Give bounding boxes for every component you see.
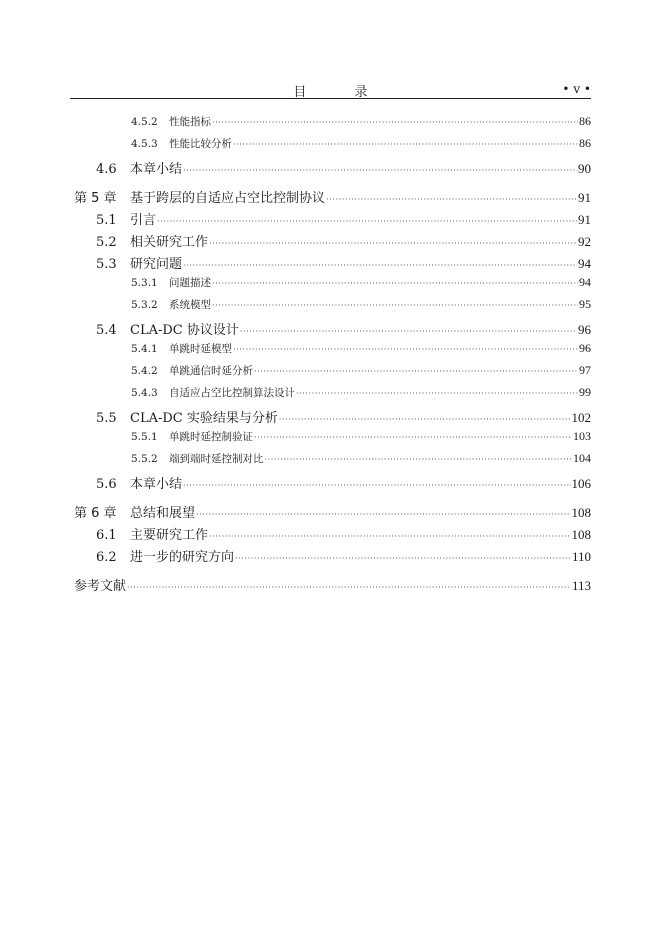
toc-entry-title: CLA-DC 实验结果与分析 <box>130 411 278 426</box>
toc-entry-page: 108 <box>571 527 591 542</box>
toc-entry-title: 单跳时延控制验证 <box>169 431 253 443</box>
toc-entry <box>96 253 591 273</box>
toc-entry-number: 5.2 <box>96 235 117 250</box>
toc-entry <box>131 297 591 317</box>
toc-entry-title: 基于跨层的自适应占空比控制协议 <box>130 191 326 206</box>
toc-entry-page: 102 <box>571 410 591 425</box>
dot-leader <box>127 583 571 592</box>
toc-entry-title: 引言 <box>130 213 157 228</box>
toc-entry-number: 5.3 <box>96 257 117 272</box>
dot-leader <box>209 239 577 248</box>
toc-entry <box>96 473 591 493</box>
dot-leader <box>326 195 577 204</box>
toc-entry-number: 5.5.2 <box>131 453 158 465</box>
toc-entry-title: 单跳时延模型 <box>169 343 232 355</box>
toc-entry <box>74 575 591 595</box>
toc-entry-title: 主要研究工作 <box>130 528 209 543</box>
toc-entry-page: 104 <box>573 451 591 465</box>
toc-entry-page: 90 <box>578 161 591 176</box>
toc-entry-page: 91 <box>578 190 591 205</box>
dot-leader <box>209 532 570 541</box>
toc-entry-page: 99 <box>579 385 591 399</box>
toc-entry-number: 4.6 <box>96 162 117 177</box>
dot-leader <box>183 481 570 490</box>
toc-entry-page: 92 <box>578 234 591 249</box>
toc-entry <box>131 429 591 449</box>
toc-entry <box>96 158 591 178</box>
toc-entry-number: 6.2 <box>96 550 117 565</box>
toc-entry-title: 性能指标 <box>169 116 211 128</box>
toc-entry-page: 106 <box>571 476 591 491</box>
toc-entry-page: 86 <box>579 136 591 150</box>
dot-leader <box>240 327 577 336</box>
toc-entry-number: 5.5.1 <box>131 431 158 443</box>
toc-entry-number: 4.5.2 <box>131 116 158 128</box>
toc-entry <box>96 231 591 251</box>
toc-entry-number: 5.4.1 <box>131 343 158 355</box>
toc-entry-page: 86 <box>579 114 591 128</box>
toc-entry-title: 进一步的研究方向 <box>130 550 235 565</box>
dot-leader <box>233 140 578 149</box>
toc-entry <box>131 385 591 405</box>
toc-entry <box>131 114 591 134</box>
toc-entry-title: 研究问题 <box>130 257 183 272</box>
dot-leader <box>212 301 578 310</box>
toc-entry-number: 5.3.2 <box>131 299 158 311</box>
toc-entry-number: 5.1 <box>96 213 117 228</box>
dot-leader <box>296 389 578 398</box>
toc-entry-number: 5.4.2 <box>131 365 158 377</box>
toc-entry-number: 5.3.1 <box>131 277 158 289</box>
toc-entry <box>131 451 591 471</box>
toc-entry-page: 96 <box>579 341 591 355</box>
toc-entry <box>96 319 591 339</box>
toc-entry <box>74 502 591 522</box>
toc-entry <box>96 524 591 544</box>
dot-leader <box>212 279 578 288</box>
toc-entry-page: 91 <box>578 212 591 227</box>
toc-entry-number: 5.5 <box>96 411 117 426</box>
toc-entry-title: 自适应占空比控制算法设计 <box>169 387 295 399</box>
dot-leader <box>233 345 578 354</box>
dot-leader <box>279 415 571 424</box>
toc-entry <box>96 209 591 229</box>
toc-entry <box>131 136 591 156</box>
toc-entry <box>96 407 591 427</box>
toc-entry-page: 96 <box>578 322 591 337</box>
toc-entry-number: 5.4 <box>96 323 117 338</box>
toc-entry-number: 第 6 章 <box>74 506 117 521</box>
toc-entry-page: 94 <box>579 275 591 289</box>
toc-entry-number: 5.4.3 <box>131 387 158 399</box>
toc-entry-title: 相关研究工作 <box>130 235 209 250</box>
toc-entry-page: 110 <box>571 549 591 564</box>
toc-entry <box>131 341 591 361</box>
toc-entry-number: 4.5.3 <box>131 138 158 150</box>
toc-entry-title: 参考文献 <box>74 579 127 594</box>
running-header <box>70 80 591 99</box>
header-page-number: • v • <box>562 82 591 96</box>
toc-entry-page: 97 <box>579 363 591 377</box>
toc-entry <box>74 187 591 207</box>
toc-entry-number: 第 5 章 <box>74 191 117 206</box>
dot-leader <box>254 433 572 442</box>
dot-leader <box>196 510 570 519</box>
toc-entry-title: 端到端时延控制对比 <box>169 453 264 465</box>
toc-entry-title: 系统模型 <box>169 299 211 311</box>
toc-entry-number: 5.6 <box>96 477 117 492</box>
toc-entry-title: 本章小结 <box>130 162 183 177</box>
toc-entry-title: CLA-DC 协议设计 <box>130 323 239 338</box>
toc-entry-page: 103 <box>573 429 591 443</box>
toc-entry-title: 性能比较分析 <box>169 138 232 150</box>
toc-entry-page: 95 <box>579 297 591 311</box>
toc-entry-title: 单跳通信时延分析 <box>169 365 253 377</box>
dot-leader <box>157 217 577 226</box>
toc-entry-number: 6.1 <box>96 528 117 543</box>
dot-leader <box>265 455 573 464</box>
toc-entry-page: 113 <box>571 578 591 593</box>
toc-entry-title: 总结和展望 <box>130 506 196 521</box>
toc-entry-page: 94 <box>578 256 591 271</box>
toc-entry <box>131 363 591 383</box>
dot-leader <box>183 166 577 175</box>
header-title: 目 录 <box>293 85 390 100</box>
toc-entry-page: 108 <box>571 505 591 520</box>
toc-entry <box>96 546 591 566</box>
toc-entry <box>131 275 591 295</box>
dot-leader <box>212 118 578 127</box>
dot-leader <box>183 261 577 270</box>
toc-entry-title: 问题描述 <box>169 277 211 289</box>
dot-leader <box>254 367 578 376</box>
toc-entry-title: 本章小结 <box>130 477 183 492</box>
dot-leader <box>235 554 571 563</box>
